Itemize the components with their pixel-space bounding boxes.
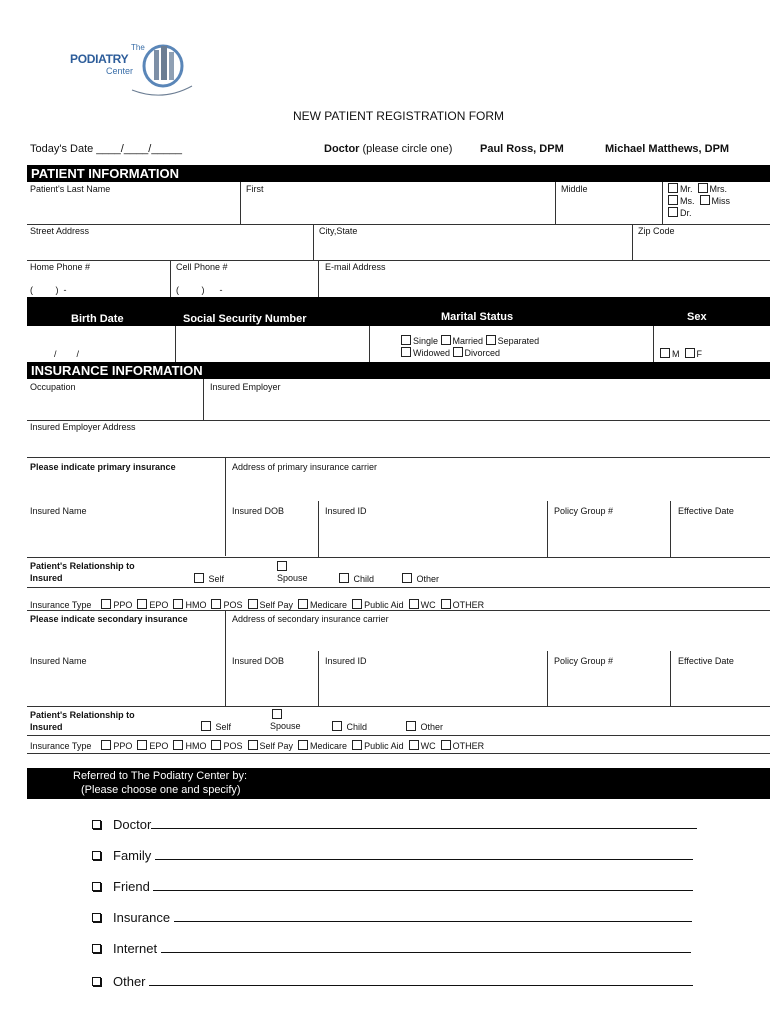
insured-employer-label: Insured Employer [210,382,281,392]
checkbox[interactable] [339,573,349,583]
secondary-rel-child[interactable] [332,721,367,732]
primary-policy-group-label: Policy Group # [554,506,614,516]
divider [547,501,548,557]
rel-child-label: Child [346,722,368,732]
title-mrs: Mrs. [709,184,728,194]
zip-code-label: Zip Code [638,226,675,236]
title-dr: Dr. [680,208,692,218]
rel-self-label: Self [215,722,232,732]
secondary-rel-other[interactable] [406,721,443,732]
checkbox[interactable] [401,335,411,345]
relationship-line-2: Insured [30,722,63,732]
referral-doctor[interactable] [92,817,697,832]
marital-divorced: Divorced [464,348,501,358]
patient-section-bar [27,165,770,182]
checkbox[interactable] [272,709,282,719]
title-miss: Miss [711,196,731,206]
checkbox[interactable] [441,599,451,609]
type-medicare: Medicare [310,600,348,610]
divider [27,753,770,754]
form-title: NEW PATIENT REGISTRATION FORM [292,109,505,123]
marital-widowed: Widowed [413,348,451,358]
primary-rel-spouse: Spouse [277,573,308,583]
rel-self-label: Self [208,574,225,584]
divider [27,735,770,736]
divider [662,182,663,224]
checkbox-icon[interactable] [92,913,101,922]
relationship-line-1: Patient's Relationship to [30,710,135,720]
divider [27,260,770,261]
checkbox[interactable] [173,740,183,750]
divider [313,224,314,260]
doctor-hint: (please circle one) [362,143,453,155]
insurance-section-bar [27,362,770,379]
insurance-type-label: Insurance Type [30,600,92,610]
type-public-aid: Public Aid [364,600,404,610]
secondary-insured-id-label: Insured ID [325,656,367,666]
primary-insured-name-label: Insured Name [30,506,87,516]
title-mr: Mr. [680,184,693,194]
fill-line[interactable] [151,817,697,829]
primary-rel-self[interactable] [194,573,224,584]
last-name-label: Patient's Last Name [30,184,111,194]
checkbox-icon[interactable] [92,882,101,891]
employer-address-label: Insured Employer Address [30,422,136,432]
referral-option-label: Internet [113,941,158,956]
fill-line[interactable] [161,941,691,953]
fill-line[interactable] [153,879,693,891]
street-address-label: Street Address [30,226,90,236]
marital-options [401,335,539,359]
primary-insurance-type-row [30,599,484,610]
checkbox[interactable] [137,599,147,609]
checkbox[interactable] [402,573,412,583]
birth-date-mask: / / [54,349,80,359]
checkbox[interactable] [248,599,258,609]
logo-name: PODIATRY [70,52,129,66]
fill-line[interactable] [155,848,693,860]
referral-title: Referred to The Podiatry Center by: [73,770,248,782]
divider [670,651,671,706]
rel-other-label: Other [420,722,444,732]
divider [27,557,770,558]
doctor-option-1[interactable]: Paul Ross, DPM [480,143,564,155]
type-self-pay: Self Pay [259,600,294,610]
referral-option-label: Other [113,974,146,989]
referral-other[interactable] [92,974,693,989]
secondary-rel-spouse-box[interactable] [272,709,284,720]
checkbox[interactable] [277,561,287,571]
title-row-1 [668,183,768,195]
checkbox[interactable] [441,335,451,345]
todays-date-label: Today's Date ____/____/_____ [30,143,182,155]
city-state-label: City,State [319,226,358,236]
checkbox-icon[interactable] [92,820,101,829]
divider [632,224,633,260]
checkbox[interactable] [441,740,451,750]
checkbox[interactable] [298,599,308,609]
checkbox[interactable] [401,347,411,357]
secondary-insured-dob-label: Insured DOB [232,656,285,666]
ssn-header: Social Security Number [183,313,307,325]
secondary-rel-spouse: Spouse [270,721,301,731]
checkbox[interactable] [201,721,211,731]
title-row-3 [668,207,768,219]
checkbox[interactable] [698,183,708,193]
checkbox[interactable] [194,573,204,583]
cell-phone-label: Cell Phone # [176,262,228,272]
divider [27,420,770,421]
birth-date-header: Birth Date [71,313,124,325]
referral-internet[interactable] [92,941,691,956]
doctor-label [324,143,452,155]
marital-row-2 [401,347,539,359]
checkbox-icon[interactable] [92,944,101,953]
primary-relationship-label [30,560,135,584]
checkbox[interactable] [248,740,258,750]
occupation-label: Occupation [30,382,76,392]
divider [555,182,556,224]
divider [369,326,370,362]
primary-insured-id-label: Insured ID [325,506,367,516]
divider [670,501,671,557]
checkbox[interactable] [668,195,678,205]
type-hmo: HMO [185,600,207,610]
checkbox-icon[interactable] [92,851,101,860]
marital-row-1 [401,335,539,347]
type-self-pay: Self Pay [259,741,294,751]
cell-phone-mask: ( ) - [176,285,223,295]
rel-child-label: Child [353,574,375,584]
referral-friend[interactable] [92,879,693,894]
sex-header: Sex [687,311,707,323]
type-ppo: PPO [113,741,133,751]
checkbox[interactable] [101,599,111,609]
divider [175,326,176,362]
home-phone-mask: ( ) - [30,285,67,295]
title-ms: Ms. [680,196,695,206]
logo-small-text: The [131,43,145,52]
relationship-line-2: Insured [30,573,63,583]
checkbox[interactable] [453,347,463,357]
middle-name-label: Middle [561,184,588,194]
secondary-effective-date-label: Effective Date [678,656,734,666]
divider [318,651,319,706]
checkbox[interactable] [211,740,221,750]
secondary-policy-group-label: Policy Group # [554,656,614,666]
insurance-type-label: Insurance Type [30,741,92,751]
secondary-insurance-type-row [30,740,484,751]
type-epo: EPO [149,600,169,610]
primary-rel-child[interactable] [339,573,374,584]
primary-insured-dob-label: Insured DOB [232,506,285,516]
type-hmo: HMO [185,741,207,751]
email-label: E-mail Address [325,262,386,272]
logo [68,40,193,102]
checkbox[interactable] [352,740,362,750]
rel-other-label: Other [416,574,440,584]
fill-line[interactable] [174,910,692,922]
title-row-2 [668,195,768,207]
divider [27,457,770,458]
checkbox-icon[interactable] [92,977,101,986]
type-ppo: PPO [113,600,133,610]
checkbox[interactable] [298,740,308,750]
checkbox[interactable] [668,207,678,217]
checkbox[interactable] [660,348,670,358]
checkbox[interactable] [700,195,710,205]
divider [653,326,654,362]
divider [318,260,319,297]
divider [318,501,319,557]
referral-subtitle: (Please choose one and specify) [81,784,241,796]
divider [240,182,241,224]
title-options [668,183,768,219]
referral-option-label: Doctor [113,817,152,832]
referral-header-bar [27,768,770,799]
secondary-insurance-label: Please indicate secondary insurance [30,614,188,624]
checkbox[interactable] [137,740,147,750]
patient-section-title: PATIENT INFORMATION [31,166,180,181]
type-pos: POS [223,600,243,610]
divider [547,651,548,706]
checkbox[interactable] [211,599,221,609]
referral-option-label: Family [113,848,152,863]
doctor-label-text: Doctor [324,143,360,155]
logo-sub: Center [106,66,134,76]
type-public-aid: Public Aid [364,741,404,751]
marital-married: Married [452,336,484,346]
type-epo: EPO [149,741,169,751]
primary-insurance-label: Please indicate primary insurance [30,462,176,472]
checkbox[interactable] [332,721,342,731]
primary-rel-spouse-box[interactable] [277,561,289,572]
referral-option-label: Insurance [113,910,171,925]
type-pos: POS [223,741,243,751]
secondary-relationship-label [30,709,135,733]
primary-rel-other[interactable] [402,573,439,584]
checkbox[interactable] [409,599,419,609]
insurance-section-title: INSURANCE INFORMATION [31,363,203,378]
type-wc: WC [420,741,436,751]
checkbox[interactable] [685,348,695,358]
divider [27,706,770,707]
divider [225,457,226,556]
doctor-option-2[interactable]: Michael Matthews, DPM [605,143,730,155]
type-other: OTHER [452,600,485,610]
checkbox[interactable] [406,721,416,731]
checkbox[interactable] [409,740,419,750]
checkbox[interactable] [486,335,496,345]
home-phone-label: Home Phone # [30,262,91,272]
referral-family[interactable] [92,848,693,863]
sex-m: M [672,349,680,359]
sex-f: F [696,349,703,359]
primary-effective-date-label: Effective Date [678,506,734,516]
secondary-address-label: Address of secondary insurance carrier [232,614,389,624]
secondary-rel-self[interactable] [201,721,231,732]
divider [203,379,204,420]
checkbox[interactable] [101,740,111,750]
type-medicare: Medicare [310,741,348,751]
marital-status-header: Marital Status [441,311,514,323]
checkbox[interactable] [668,183,678,193]
sex-options [660,348,702,359]
relationship-line-1: Patient's Relationship to [30,561,135,571]
marital-separated: Separated [497,336,540,346]
primary-address-label: Address of primary insurance carrier [232,462,378,472]
divider [27,610,770,611]
type-other: OTHER [452,741,485,751]
demographics-header-bar [27,297,770,326]
checkbox[interactable] [173,599,183,609]
divider [225,610,226,706]
divider [170,260,171,297]
divider [27,224,770,225]
marital-single: Single [413,336,439,346]
first-name-label: First [246,184,264,194]
type-wc: WC [420,600,436,610]
checkbox[interactable] [352,599,362,609]
divider [27,587,770,588]
fill-line[interactable] [149,974,693,986]
secondary-insured-name-label: Insured Name [30,656,87,666]
referral-option-label: Friend [113,879,150,894]
referral-insurance[interactable] [92,910,692,925]
